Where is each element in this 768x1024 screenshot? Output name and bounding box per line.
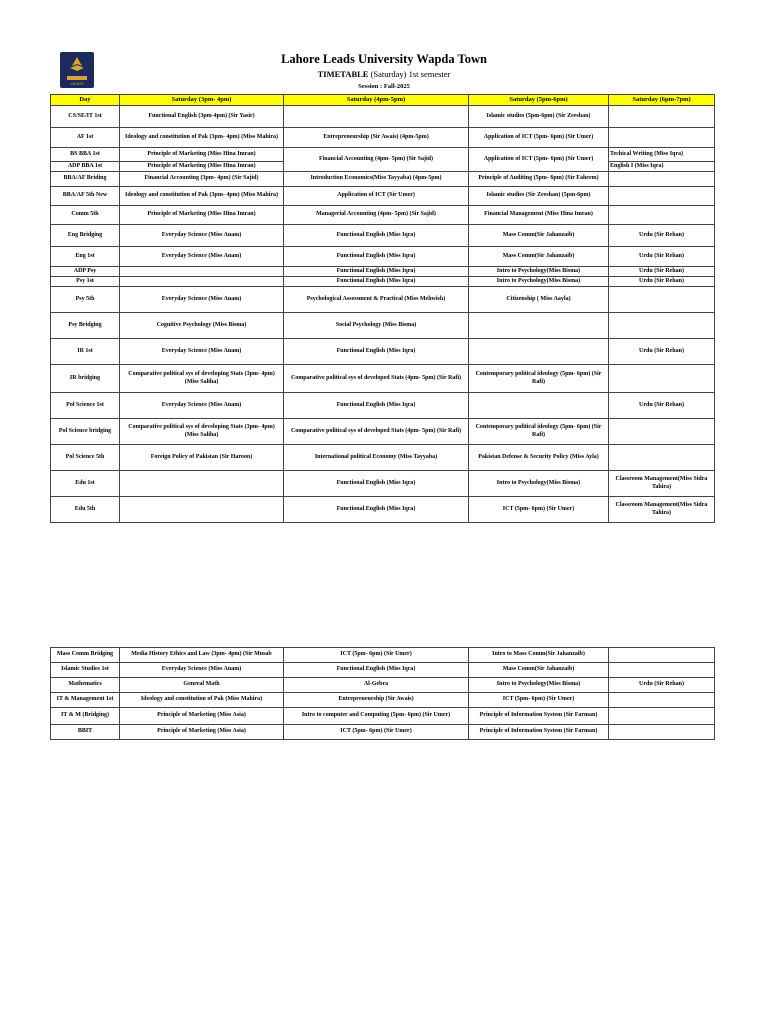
class-cell: Principle of Information System (Sir Farman) [469, 708, 609, 725]
class-cell [609, 693, 715, 708]
table-row [51, 648, 715, 663]
class-cell [609, 206, 715, 225]
class-cell: Functional English (3pm-4pm) (Sir Yasir) [120, 106, 284, 128]
row-label-cell: IR 1st [51, 339, 120, 365]
class-cell: Foreign Policy of Pakistan (Sir Haroon) [120, 445, 284, 471]
second-timetable-body [51, 648, 715, 740]
class-cell: Classroom Management(Miss Sidra Tahira) [609, 471, 715, 497]
class-cell: Principle of Marketing (Miss Hina Imran) [120, 148, 284, 162]
table-row [51, 693, 715, 708]
class-cell: ICT (5pm- 6pm) (Sir Umer) [284, 725, 469, 740]
main-timetable [50, 94, 715, 523]
class-cell: Contemporary political ideology (5pm- 6pm) (Sir Rafi) [469, 365, 609, 393]
table-row [51, 187, 715, 206]
class-cell: Everyday Science (Miss Anam) [120, 287, 284, 313]
row-label-cell: BBA/AF 5th New [51, 187, 120, 206]
row-label-cell: ADP Psy [51, 267, 120, 277]
class-cell: Functional English (Miss Iqra) [284, 663, 469, 678]
table-row [51, 663, 715, 678]
table-row [51, 365, 715, 393]
class-cell [609, 128, 715, 148]
col-header-4pm: Saturday (4pm-5pm) [284, 95, 469, 106]
class-cell [609, 663, 715, 678]
class-cell: Ideology and constitution of Pak (Miss Mahira) [120, 693, 284, 708]
class-cell: Classroom Management(Miss Sidra Tahira) [609, 497, 715, 523]
class-cell: ICT (5pm- 6pm) (Sir Umer) [469, 693, 609, 708]
row-label-cell: Psy 5th [51, 287, 120, 313]
class-cell: Principle of Marketing (Miss Hina Imran) [120, 162, 284, 172]
table-row [51, 678, 715, 693]
class-cell: Introduction Economics(Miss Tayyaba) (4pm-5pm) [284, 172, 469, 187]
row-label-cell: Islamic Studies 1st [51, 663, 120, 678]
class-cell: Functional English (Miss Iqra) [284, 277, 469, 287]
table-row [51, 287, 715, 313]
class-cell: Comparative political sys of developing Stats (3pm- 4pm) (Miss Saliha) [120, 419, 284, 445]
row-label-cell: Edu 5th [51, 497, 120, 523]
class-cell [609, 172, 715, 187]
timetable-subtitle [0, 69, 768, 79]
row-label-cell: IT & Management 1st [51, 693, 120, 708]
class-cell: Intro to Psychology(Miss Bisma) [469, 678, 609, 693]
second-timetable [50, 647, 715, 740]
row-label-cell: Comm 5th [51, 206, 120, 225]
row-label-cell: ADP BBA 1st [51, 162, 120, 172]
class-cell: Islamic studies (5pm-6pm) (Sir Zeeshan) [469, 106, 609, 128]
class-cell: Mass Comm(Sir Jahanzaib) [469, 225, 609, 247]
table-row [51, 445, 715, 471]
class-cell [609, 445, 715, 471]
class-cell: Pakistan Defense & Security Policy (Miss Ayla) [469, 445, 609, 471]
class-cell [609, 287, 715, 313]
class-cell: Ideology and constitution of Pak (3pm- 4pm) (Miss Mahira) [120, 128, 284, 148]
col-header-5pm: Saturday (5pm-6pm) [469, 95, 609, 106]
class-cell: Functional English (Miss Iqra) [284, 339, 469, 365]
class-cell [120, 267, 284, 277]
class-cell: ICT (5pm- 6pm) (Sir Umer) [469, 497, 609, 523]
class-cell [609, 708, 715, 725]
class-cell: Everyday Science (Miss Anam) [120, 339, 284, 365]
class-cell [120, 277, 284, 287]
class-cell: Principle of Marketing (Miss Asia) [120, 708, 284, 725]
class-cell [469, 313, 609, 339]
class-cell: Media History Ethics and Law (3pm- 4pm) (Sir Musab [120, 648, 284, 663]
class-cell [120, 471, 284, 497]
class-cell: Social Psychology (Miss Bisma) [284, 313, 469, 339]
class-cell: Urdu (Sir Rehan) [609, 678, 715, 693]
university-title: Lahore Leads University Wapda Town [281, 52, 487, 66]
row-label-cell: CS/SE/IT 1st [51, 106, 120, 128]
class-cell [469, 393, 609, 419]
session-label: Session : Fall-2025 [358, 83, 410, 90]
class-cell: Everyday Science (Miss Anam) [120, 247, 284, 267]
class-cell: Intro to Psychology(Miss Bisma) [469, 277, 609, 287]
class-cell: Urdu (Sir Rehan) [609, 393, 715, 419]
class-cell: Contemporary political ideology (5pm- 6pm) (Sir Rafi) [469, 419, 609, 445]
class-cell: Citizenship ( Miss Aayla) [469, 287, 609, 313]
class-cell: Comparative political sys of developed Stats (4pm- 5pm) (Sir Rafi) [284, 419, 469, 445]
row-label-cell: Edu 1st [51, 471, 120, 497]
table-row [51, 206, 715, 225]
class-cell: Cognitive Psychology (Miss Bisma) [120, 313, 284, 339]
table-row [51, 708, 715, 725]
class-cell: Everyday Science (Miss Anam) [120, 225, 284, 247]
row-label-cell: Pol Science bridging [51, 419, 120, 445]
row-label-cell: BBIT [51, 725, 120, 740]
col-header-3pm: Saturday (3pm- 4pm) [120, 95, 284, 106]
class-cell: Intro to Mass Comm(Sir Jahanzaib) [469, 648, 609, 663]
row-label-cell: IR bridging [51, 365, 120, 393]
table-row [51, 471, 715, 497]
logo-text: LEADS [70, 81, 84, 86]
col-header-6pm: Saturday (6pm-7pm) [609, 95, 715, 106]
class-cell: ICT (5pm- 6pm) (Sir Umer) [284, 648, 469, 663]
timetable-label: TIMETABLE [317, 69, 369, 79]
table-row [51, 172, 715, 187]
class-cell: Urdu (Sir Rehan) [609, 247, 715, 267]
class-cell [609, 725, 715, 740]
table-row [51, 106, 715, 128]
class-cell: Principle of Marketing (Miss Asia) [120, 725, 284, 740]
class-cell: Financial Accounting (4pm- 5pm) (Sir Sajid) [284, 148, 469, 172]
class-cell: Functional English (Miss Iqra) [284, 471, 469, 497]
class-cell [609, 106, 715, 128]
class-cell: Mass Comm(Sir Jahanzaib) [469, 663, 609, 678]
class-cell: Mass Comm(Sir Jahanzaib) [469, 247, 609, 267]
row-label-cell: Eng Bridging [51, 225, 120, 247]
class-cell: Application of ICT (Sir Umer) [284, 187, 469, 206]
class-cell: Financial Management (Miss Hina Imran) [469, 206, 609, 225]
table-row [51, 267, 715, 277]
class-cell: Intro to computer and Computing (5pm- 6pm) (Sir Umer) [284, 708, 469, 725]
table-row [51, 247, 715, 267]
row-label-cell: AF 1st [51, 128, 120, 148]
table-row [51, 725, 715, 740]
table-row [51, 225, 715, 247]
class-cell: Urdu (Sir Rehan) [609, 267, 715, 277]
class-cell: Entrepreneurship (Sir Awais) (4pm-5pm) [284, 128, 469, 148]
row-label-cell: Eng 1st [51, 247, 120, 267]
table-row [51, 313, 715, 339]
class-cell: Urdu (Sir Rehan) [609, 339, 715, 365]
class-cell: Intro to Psychology(Miss Bisma) [469, 471, 609, 497]
class-cell: Managerial Accounting (4pm- 5pm) (Sir Sajid) [284, 206, 469, 225]
class-cell: Functional English (Miss Iqra) [284, 225, 469, 247]
class-cell: Everyday Science (Miss Anam) [120, 663, 284, 678]
row-label-cell: IT & M (Bridging) [51, 708, 120, 725]
class-cell [609, 648, 715, 663]
table-row [51, 148, 715, 162]
class-cell [609, 419, 715, 445]
col-header-day: Day [51, 95, 120, 106]
class-cell: Entrepreneurship (Sir Awais) [284, 693, 469, 708]
class-cell [284, 106, 469, 128]
timetable-subtitle-rest: (Saturday) 1st semester [370, 69, 451, 79]
class-cell: Principle of Marketing (Miss Hina Imran) [120, 206, 284, 225]
class-cell: General Math [120, 678, 284, 693]
class-cell: English I (Miss Iqra) [609, 162, 715, 172]
main-timetable-body [51, 106, 715, 523]
row-label-cell: BBA/AF Briding [51, 172, 120, 187]
table-row [51, 497, 715, 523]
table-row [51, 419, 715, 445]
class-cell: Principle of Auditing (5pm- 6pm) (Sir Faheem) [469, 172, 609, 187]
class-cell: Islamic studies (Sir Zeeshan) (5pm-6pm) [469, 187, 609, 206]
class-cell [609, 313, 715, 339]
class-cell: Urdu (Sir Rehan) [609, 277, 715, 287]
class-cell: Principle of Information System (Sir Farman) [469, 725, 609, 740]
class-cell [120, 497, 284, 523]
row-label-cell: Mathematics [51, 678, 120, 693]
class-cell: International political Economy (Miss Tayyaba) [284, 445, 469, 471]
class-cell: Psychological Assessment & Practical (Miss Mehwish) [284, 287, 469, 313]
header-row [51, 95, 715, 106]
class-cell: Functional English (Miss Iqra) [284, 267, 469, 277]
class-cell: Application of ICT (5pm- 6pm) (Sir Umer) [469, 128, 609, 148]
row-label-cell: BS BBA 1st [51, 148, 120, 162]
class-cell: Functional English (Miss Iqra) [284, 497, 469, 523]
table-row [51, 393, 715, 419]
class-cell: Techical Writing (Miss Iqra) [609, 148, 715, 162]
row-label-cell: Psy Bridging [51, 313, 120, 339]
class-cell: Functional English (Miss Iqra) [284, 247, 469, 267]
table-row [51, 277, 715, 287]
class-cell: Ideology and constitution of Pak (3pm- 4pm) (Miss Mahira) [120, 187, 284, 206]
class-cell: Application of ICT (5pm- 6pm) (Sir Umer) [469, 148, 609, 172]
table-row [51, 339, 715, 365]
class-cell: Financial Accounting (3pm- 4pm) (Sir Sajid) [120, 172, 284, 187]
class-cell: Urdu (Sir Rehan) [609, 225, 715, 247]
row-label-cell: Pol Science 1st [51, 393, 120, 419]
class-cell: Everyday Science (Miss Anam) [120, 393, 284, 419]
class-cell: Comparative political sys of developing Stats (3pm- 4pm) (Miss Saliha) [120, 365, 284, 393]
row-label-cell: Psy 1st [51, 277, 120, 287]
row-label-cell: Pol Science 5th [51, 445, 120, 471]
class-cell [469, 339, 609, 365]
class-cell: Comparative political sys of developed Stats (4pm- 5pm) (Sir Rafi) [284, 365, 469, 393]
row-label-cell: Mass Comm Bridging [51, 648, 120, 663]
class-cell: Al-Gebra [284, 678, 469, 693]
class-cell [609, 365, 715, 393]
class-cell: Intro to Psychology(Miss Bisma) [469, 267, 609, 277]
table-row [51, 128, 715, 148]
class-cell: Functional English (Miss Iqra) [284, 393, 469, 419]
class-cell [609, 187, 715, 206]
